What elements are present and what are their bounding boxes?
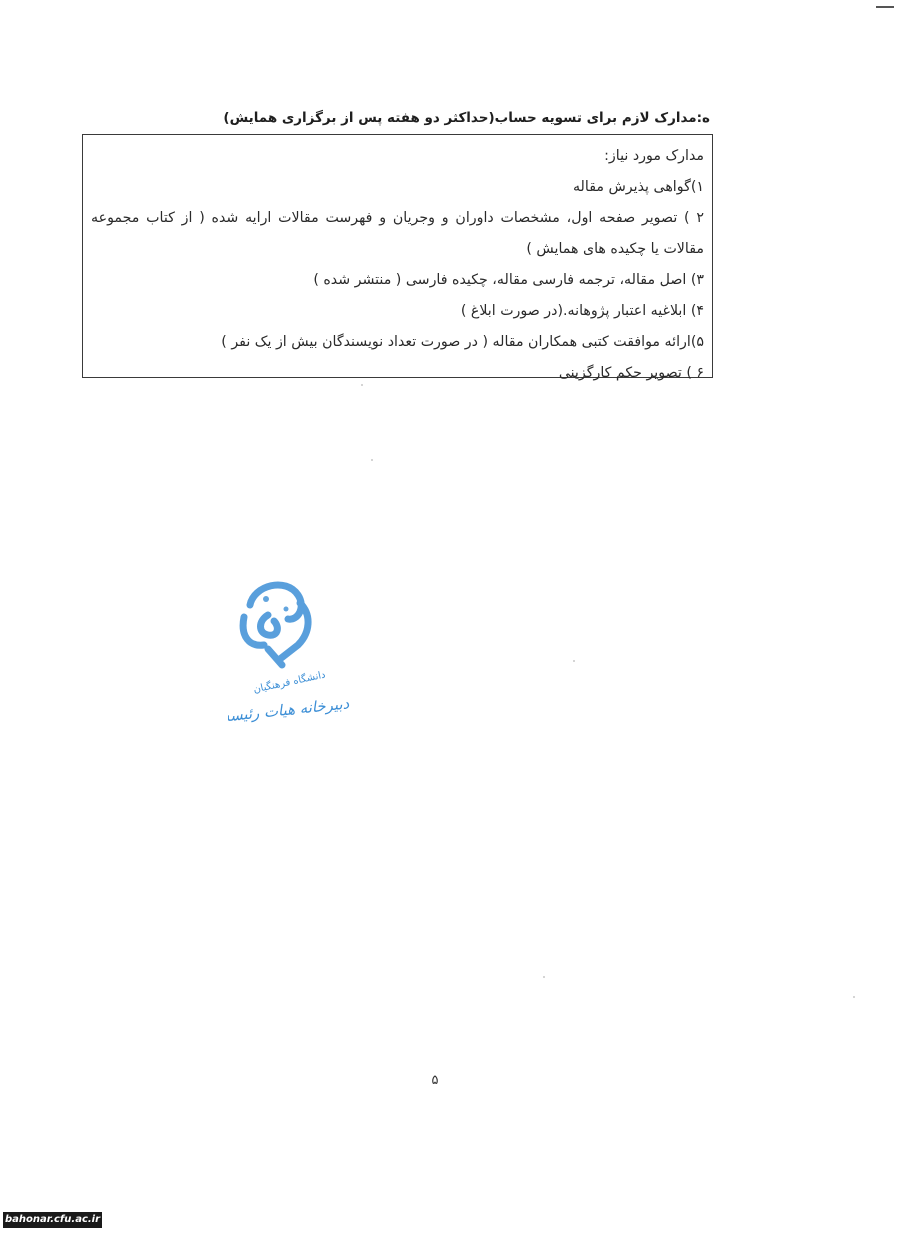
list-item: ۴) ابلاغیه اعتبار پژوهانه.(در صورت ابلاغ ) <box>460 303 704 319</box>
page-number: ۵ <box>431 1073 439 1088</box>
scan-speck <box>573 660 575 662</box>
stamp-line-2: دبیرخانه هیات رئیسه <box>228 694 350 726</box>
list-item: ۵)ارائه موافقت کتبی همکاران مقاله ( در صورت تعداد نویسندگان بیش از یک نفر ) <box>221 334 704 350</box>
list-intro: مدارک مورد نیاز: <box>604 148 704 164</box>
list-item: ۳) اصل مقاله، ترجمه فارسی مقاله، چکیده فارسی ( منتشر شده ) <box>313 272 704 288</box>
university-stamp <box>228 575 358 735</box>
scan-speck <box>853 996 855 998</box>
scan-speck <box>371 459 373 461</box>
list-item: ۱)گواهی پذیرش مقاله <box>572 179 704 195</box>
corner-scan-mark <box>876 6 894 8</box>
stamp-line-1: دانشگاه فرهنگیان <box>252 669 327 696</box>
scan-speck <box>361 384 363 386</box>
university-logo-icon <box>228 575 358 735</box>
section-heading: ه:مدارک لازم برای تسویه حساب(حداکثر دو هفته پس از برگزاری همایش) <box>223 110 710 126</box>
list-item: ۲ ) تصویر صفحه اول، مشخصات داوران و وجریان و فهرست مقالات ارایه شده ( از کتاب مجموعه <box>91 210 704 226</box>
list-item: ۶ ) تصویر حکم کارگزینی <box>558 365 704 381</box>
required-documents-box <box>82 134 713 381</box>
list-item-continuation: مقالات یا چکیده های همایش ) <box>526 241 704 257</box>
scan-speck <box>543 976 545 978</box>
source-watermark: bahonar.cfu.ac.ir <box>3 1212 102 1228</box>
